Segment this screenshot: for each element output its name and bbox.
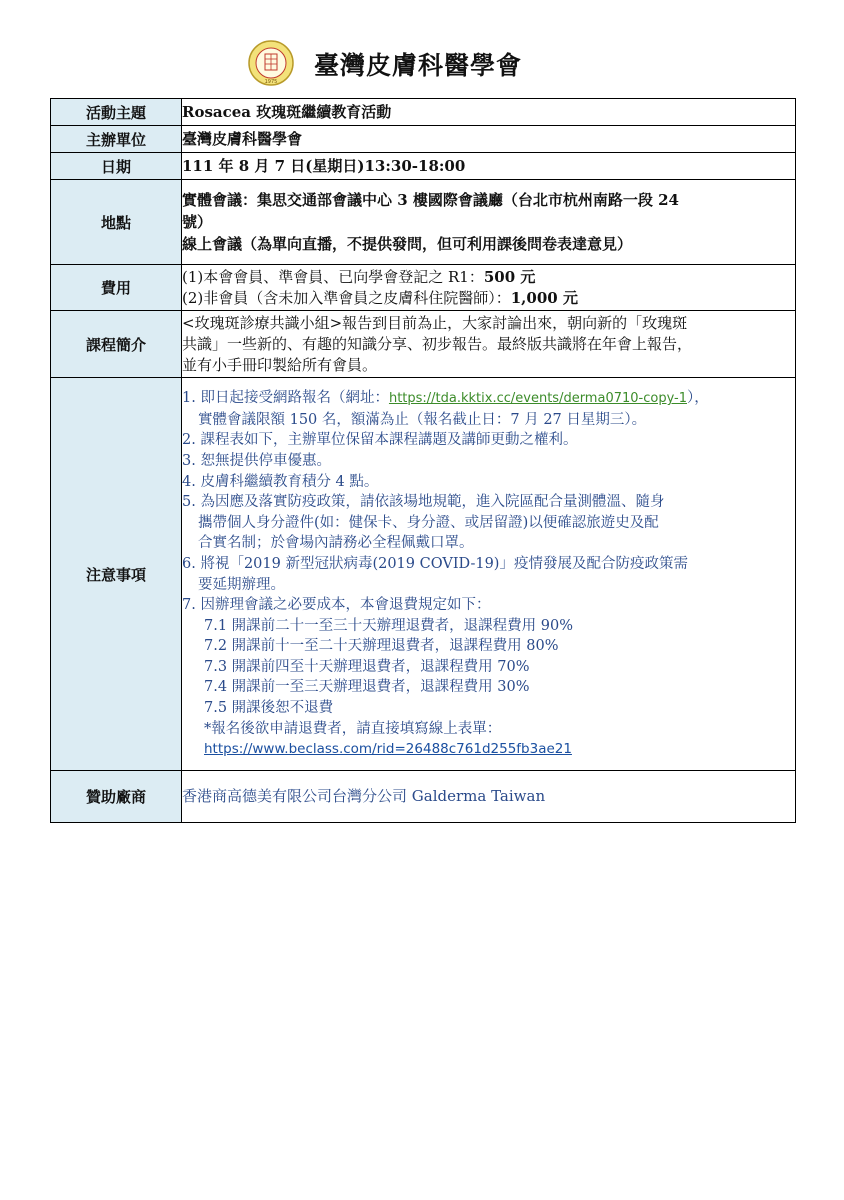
refund-form-link[interactable]: https://www.beclass.com/rid=26488c761d255fb3ae21 — [204, 741, 572, 758]
fee-label: 費用 — [51, 265, 182, 311]
event-info-table — [50, 98, 796, 823]
refund-link-line — [182, 739, 795, 760]
organizer-row — [51, 126, 796, 153]
refund-rule-2: 7.2 開課前十一至二十天辦理退費者，退課程費用 80% — [204, 638, 559, 655]
refund-rule-4: 7.4 開課前一至三天辦理退費者，退課程費用 30% — [204, 679, 530, 696]
date-value: 111 年 8 月 7 日(星期日)13:30-18:00 — [182, 153, 796, 180]
note-6: 6. 將視「2019 新型冠狀病毒(2019 COVID-19)」疫情發展及配合防疫政策需 — [182, 555, 688, 572]
refund-rule-1: 7.1 開課前二十一至三十天辦理退費者，退課程費用 90% — [204, 617, 574, 634]
sponsor-row — [51, 771, 796, 823]
note-6-cont: 要延期辦理。 — [198, 576, 285, 593]
fee-nonmember-amount: 1,000 元 — [510, 288, 578, 307]
fee-row — [51, 265, 796, 311]
date-row — [51, 153, 796, 180]
location-line-1: 實體會議：集思交通部會議中心 3 樓國際會議廳（台北市杭州南路一段 24 — [182, 191, 679, 209]
notes-value — [182, 378, 796, 771]
org-title: 臺灣皮膚科醫學會 — [314, 51, 523, 80]
note-2: 2. 課程表如下，主辦單位保留本課程講題及講師更動之權利。 — [182, 432, 578, 449]
note-1-text: 1. 即日起接受網路報名（網址： — [182, 390, 389, 407]
location-row — [51, 180, 796, 265]
intro-label: 課程簡介 — [51, 311, 182, 378]
fee-line-1-text: (1)本會會員、準會員、已向學會登記之 R1： — [182, 267, 484, 286]
intro-line-2: 共識」一些新的、有趣的知識分享、初步報告。最終版共識將在年會上報告， — [182, 334, 693, 353]
fee-line-2 — [182, 288, 795, 309]
notes-label: 注意事項 — [51, 378, 182, 771]
sponsor-label: 贊助廠商 — [51, 771, 182, 823]
intro-line-1: <玫瑰斑診療共識小組>報告到目前為止，大家討論出來，朝向新的「玫瑰斑 — [182, 313, 688, 332]
refund-instruction: *報名後欲申請退費者，請直接填寫線上表單： — [204, 720, 502, 737]
note-1-cont: 實體會議限額 150 名，額滿為止（報名截止日：7 月 27 日星期三）。 — [198, 411, 647, 428]
intro-line-3: 並有小手冊印製給所有會員。 — [182, 355, 378, 374]
note-1-end: ）， — [687, 390, 709, 407]
note-3: 3. 恕無提供停車優惠。 — [182, 452, 331, 469]
refund-rule-5: 7.5 開課後恕不退費 — [204, 700, 334, 717]
topic-row — [51, 99, 796, 126]
svg-text:1975: 1975 — [264, 79, 278, 85]
note-1 — [182, 388, 795, 410]
fee-line-1 — [182, 267, 795, 288]
sponsor-value: 香港商高德美有限公司台灣分公司 Galderma Taiwan — [182, 771, 796, 823]
topic-label: 活動主題 — [51, 99, 182, 126]
notes-row — [51, 378, 796, 771]
location-value — [182, 180, 796, 265]
registration-link[interactable]: https://tda.kktix.cc/events/derma0710-copy-1 — [388, 391, 687, 407]
refund-rule-3: 7.3 開課前四至十天辦理退費者，退課程費用 70% — [204, 658, 530, 675]
note-5-cont-2: 合實名制；於會場內請務必全程佩戴口罩。 — [198, 535, 474, 552]
location-line-3: 線上會議（為單向直播，不提供發問，但可利用課後問卷表達意見） — [182, 235, 633, 253]
intro-value — [182, 311, 796, 378]
note-5: 5. 為因應及落實防疫政策，請依該場地規範，進入院區配合量測體溫、隨身 — [182, 494, 665, 511]
association-logo-icon — [248, 40, 294, 86]
location-label: 地點 — [51, 180, 182, 265]
topic-value: Rosacea 玫瑰斑繼續教育活動 — [182, 99, 796, 126]
organizer-value: 臺灣皮膚科醫學會 — [182, 126, 796, 153]
note-7: 7. 因辦理會議之必要成本，本會退費規定如下： — [182, 597, 491, 614]
page-header — [0, 36, 844, 96]
organizer-label: 主辦單位 — [51, 126, 182, 153]
fee-value — [182, 265, 796, 311]
date-label: 日期 — [51, 153, 182, 180]
note-5-cont-1: 攜帶個人身分證件(如：健保卡、身分證、或居留證)以便確認旅遊史及配 — [198, 514, 659, 531]
note-4: 4. 皮膚科繼續教育積分 4 點。 — [182, 473, 379, 490]
location-line-2: 號） — [182, 213, 213, 231]
intro-row — [51, 311, 796, 378]
fee-member-amount: 500 元 — [483, 267, 536, 286]
fee-line-2-text: (2)非會員（含未加入準會員之皮膚科住院醫師）： — [182, 288, 511, 307]
